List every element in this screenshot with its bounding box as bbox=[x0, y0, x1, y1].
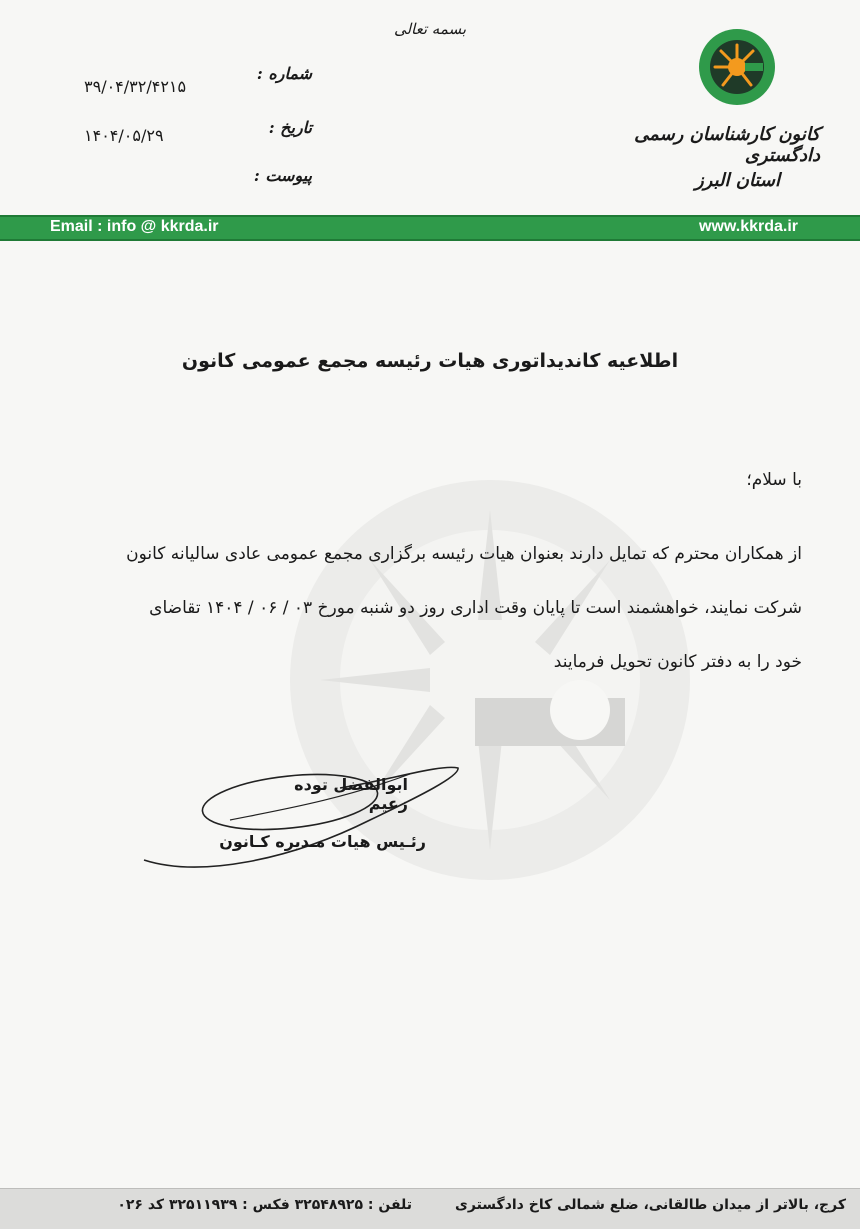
organization-province: استان البرز bbox=[694, 170, 780, 191]
footer-address: کرج، بالاتر از میدان طالقانی، ضلع شمالی کاخ دادگستری bbox=[455, 1197, 846, 1213]
letter-body-line: از همکاران محترم که تمایل دارند بعنوان هیات رئیسه برگزاری مجمع عمومی عادی سالیانه کانون bbox=[126, 544, 802, 564]
signatory-name: ابوالفضل توده زعیم bbox=[294, 775, 408, 813]
contact-band bbox=[0, 215, 860, 241]
organization-name: کانون کارشناسان رسمی دادگستری bbox=[634, 124, 820, 166]
letter-number-label: شماره : bbox=[256, 64, 312, 83]
bismillah-heading: بسمه تعالی bbox=[393, 20, 467, 38]
letter-body-line: خود را به دفتر کانون تحویل فرمایند bbox=[553, 652, 802, 672]
contact-website: www.kkrda.ir bbox=[699, 218, 798, 235]
letter-number-value: ۳۹/۰۴/۳۲/۴۲۱۵ bbox=[84, 77, 187, 96]
kanoon-logo-icon bbox=[697, 27, 777, 107]
contact-email: Email : info @ kkrda.ir bbox=[50, 218, 219, 235]
letter-date-value: ۱۴۰۴/۰۵/۲۹ bbox=[84, 126, 164, 145]
footer-phone: تلفن : ۳۲۵۴۸۹۲۵ فکس : ۳۲۵۱۱۹۳۹ کد ۰۲۶ bbox=[117, 1197, 412, 1213]
footer-bar bbox=[0, 1188, 860, 1229]
signatory-title: رئـیس هیات مـدیره کـانون bbox=[219, 832, 426, 851]
letter-greeting: با سلام؛ bbox=[746, 470, 802, 490]
letter-body-line: شرکت نمایند، خواهشمند است تا پایان وقت اداری روز دو شنبه مورخ ۰۳ / ۰۶ / ۱۴۰۴ تقاضای bbox=[149, 598, 802, 618]
letter-date-label: تاریخ : bbox=[268, 118, 312, 137]
letter-title: اطلاعیه کاندیداتوری هیات رئیسه مجمع عمومی کانون bbox=[181, 350, 679, 372]
letter-attachment-label: پیوست : bbox=[253, 166, 312, 185]
